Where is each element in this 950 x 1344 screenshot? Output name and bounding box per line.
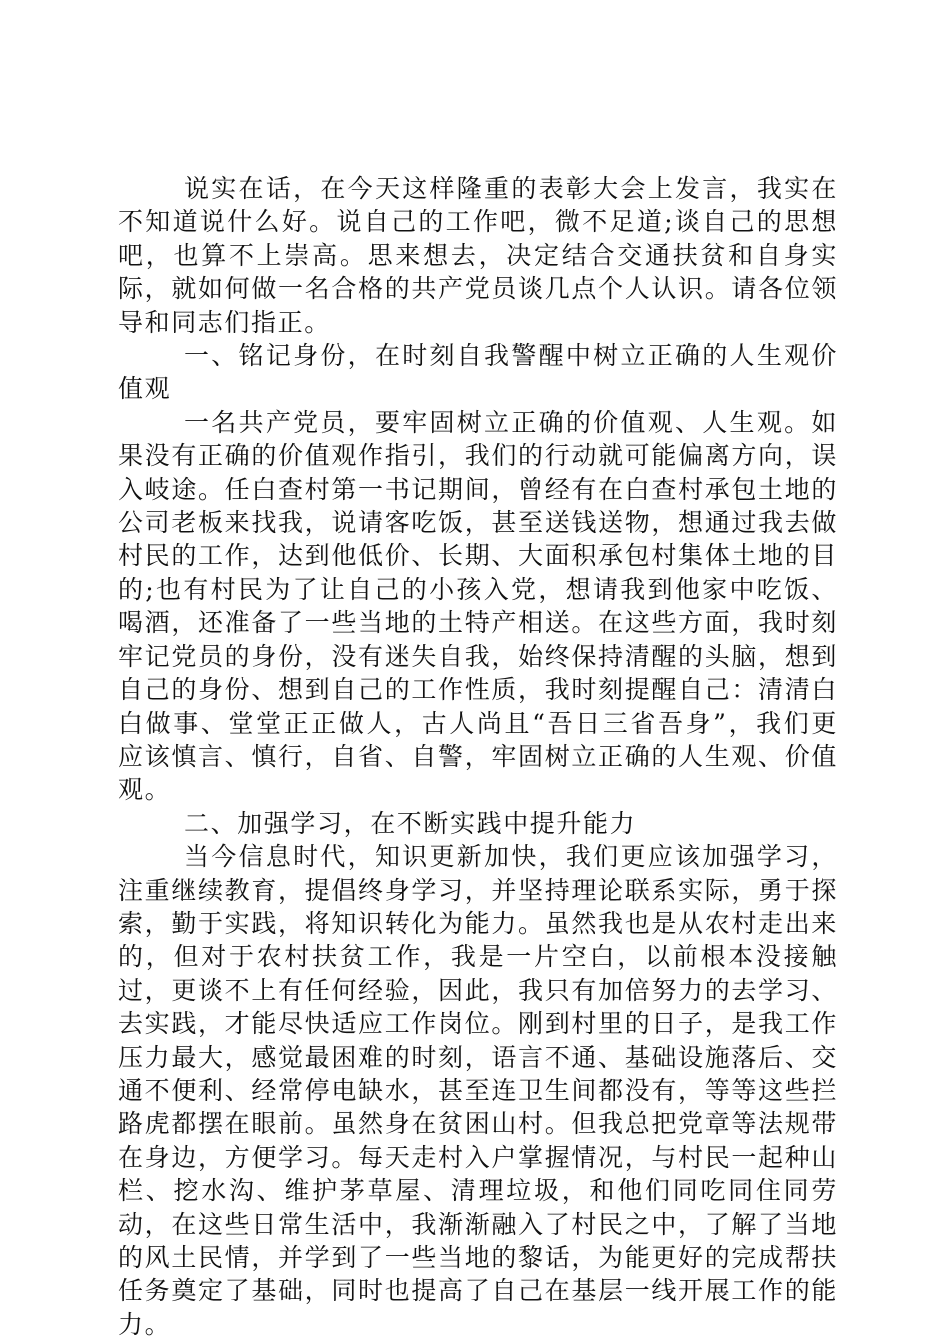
section-2-paragraph: 当今信息时代，知识更新加快，我们更应该加强学习，注重继续教育，提倡终身学习，并坚持理论联系实际，勇于探索，勤于实践，将知识转化为能力。虽然我也是从农村走出来的，但对于农村扶贫工作，我是一片空白，以前根本没接触过，更谈不上有任何经验，因此，我只有加倍努力的去学习、去实践，才能尽快适应工作岗位。刚到村里的日子，是我工作压力最大，感觉最困难的时刻，语言不通、基础设施落后、交通不便利、经常停电缺水，甚至连卫生间都没有，等等这些拦路虎都摆在眼前。虽然身在贫困山村。但我总把党章等法规带在身边，方便学习。每天走村入户掌握情况，与村民一起种山栏、挖水沟、维护茅草屋、清理垃圾，和他们同吃同住同劳动，在这些日常生活中，我渐渐融入了村民之中，了解了当地的风土民情，并学到了一些当地的黎话，为能更好的完成帮扶任务奠定了基础，同时也提高了自己在基层一线开展工作的能力。 <box>118 842 838 1339</box>
document-body <box>118 172 838 1341</box>
section-heading-1: 一、铭记身份，在时刻自我警醒中树立正确的人生观价值观 <box>118 341 838 404</box>
section-heading-2: 二、加强学习，在不断实践中提升能力 <box>184 808 637 838</box>
intro-paragraph: 说实在话，在今天这样隆重的表彰大会上发言，我实在不知道说什么好。说自己的工作吧，微不足道;谈自己的思想吧，也算不上崇高。思来想去，决定结合交通扶贫和自身实际，就如何做一名合格的共产党员谈几点个人认识。请各位领导和同志们指正。 <box>118 174 838 337</box>
section-1-paragraph: 一名共产党员，要牢固树立正确的价值观、人生观。如果没有正确的价值观作指引，我们的行动就可能偏离方向，误入岐途。任白查村第一书记期间，曾经有在白查村承包土地的公司老板来找我，说请客吃饭，甚至送钱送物，想通过我去做村民的工作，达到他低价、长期、大面积承包村集体土地的目的;也有村民为了让自己的小孩入党，想请我到他家中吃饭、喝酒，还准备了一些当地的土特产相送。在这些方面，我时刻牢记党员的身份，没有迷失自我，始终保持清醒的头脑，想到自己的身份、想到自己的工作性质，我时刻提醒自己：清清白白做事、堂堂正正做人，古人尚且“吾日三省吾身”，我们更应该慎言、慎行，自省、自警，牢固树立正确的人生观、价值观。 <box>118 407 838 805</box>
